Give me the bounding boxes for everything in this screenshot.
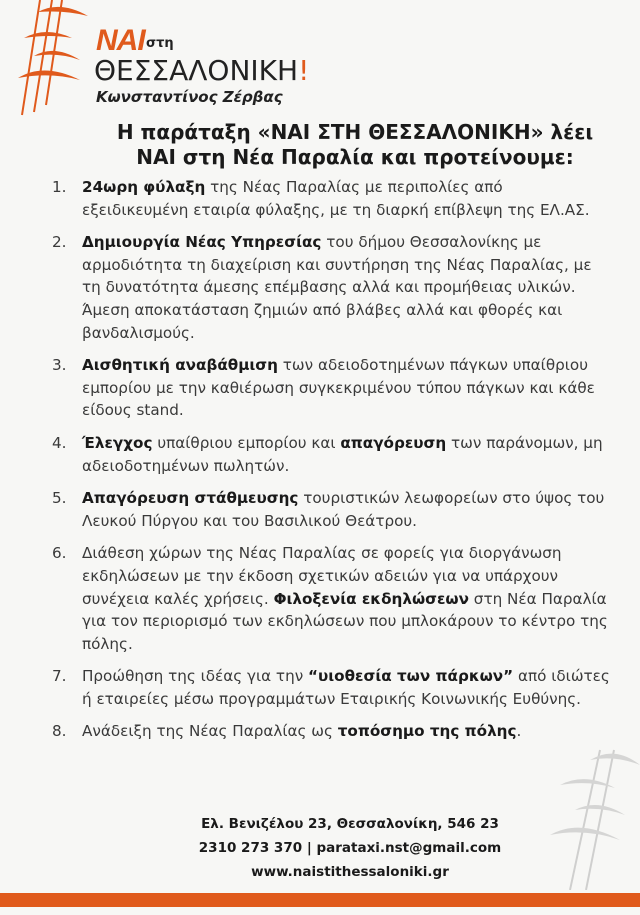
list-item (52, 665, 612, 710)
phone-email-line (150, 836, 550, 860)
item-bold: Αισθητική αναβάθμιση (82, 356, 278, 375)
logo-exclaim: ! (298, 54, 310, 87)
phone: 2310 273 370 (198, 840, 303, 856)
list-item (52, 542, 612, 655)
headline (90, 120, 620, 170)
item-number: 7. (52, 667, 67, 686)
item-text: . (516, 722, 522, 741)
item-text: από ιδιώτες ή εταιρείες μέσω προγραμμάτων Εταιρικής Κοινωνικής Ευθύνης. (82, 667, 610, 708)
item-bold: 24ωρη φύλαξη (82, 178, 206, 196)
umbrellas-logo-icon (10, 0, 100, 120)
item-number: 2. (52, 233, 67, 252)
item-bold: Έλεγχος (82, 433, 153, 452)
item-text: Διάθεση χώρων της Νέας Παραλίας σε φορείς για διοργάνωση εκδηλώσεων με την έκδοση σχετικών αδειών για να υπάρχουν συνέχεια καλές χρήσεις. (82, 544, 562, 608)
address: Ελ. Βενιζέλου 23, Θεσσαλονίκη, 546 23 (201, 816, 499, 832)
item-text: τουριστικών λεωφορείων στο ύψος του Λευκού Πύργου και του Βασιλικού Θεάτρου. (82, 489, 605, 530)
item-bold: Φιλοξενία εκδηλώσεων (273, 589, 469, 608)
item-text: Ανάδειξη της Νέας Παραλίας ως (82, 722, 338, 741)
list-item (52, 354, 612, 422)
item-text: της Νέας Παραλίας με περιπολίες από εξειδικευμένη εταιρία φύλαξης, με τη διαρκή επίβλεψη της ΕΛ.ΑΣ. (82, 178, 590, 219)
website-link[interactable]: www.naistithessaloniki.gr (251, 864, 449, 880)
item-text: του δήμου Θεσσαλονίκης με αρμοδιότητα τη διαχείριση και συντήρηση της Νέας Παραλίας, με τη δυνατότητα άμεσης επέμβασης αλλά και προμήθειας υλικών. Άμεση αποκατάσταση ζημιών από βλάβες αλλά και φθορές και βανδαλισμούς. (82, 233, 592, 342)
orange-footer-bar (0, 893, 640, 907)
contact-footer (150, 812, 550, 884)
headline-line2: ΝΑΙ στη Νέα Παραλία και προτείνουμε: (136, 145, 574, 169)
list-item (52, 176, 612, 221)
candidate-name: Κωνσταντίνος Ζέρβας (96, 88, 283, 106)
separator: | (302, 840, 317, 856)
logo-sti: στη (146, 36, 174, 51)
item-number: 1. (52, 178, 67, 196)
list-item (52, 231, 612, 344)
item-number: 4. (52, 433, 67, 452)
item-number: 5. (52, 489, 67, 508)
email-link[interactable]: parataxi.nst@gmail.com (316, 840, 502, 856)
list-item (52, 720, 612, 743)
list-item (52, 432, 612, 477)
item-text: των αδειοδοτημένων πάγκων υπαίθριου εμπορίου με την καθιέρωση συγκεκριμένου τύπου πάγκων και κάθε είδους stand. (82, 356, 595, 420)
headline-line1: Η παράταξη «ΝΑΙ ΣΤΗ ΘΕΣΣΑΛΟΝΙΚΗ» λέει (116, 120, 594, 144)
logo-nai: NAI (96, 24, 145, 57)
item-bold: Απαγόρευση στάθμευσης (82, 489, 299, 508)
logo-city-text: ΘΕΣΣΑΛΟΝΙΚΗ (94, 54, 299, 87)
item-text: των παράνομων, μη αδειοδοτημένων πωλητών. (82, 433, 603, 475)
item-number: 6. (52, 544, 67, 563)
item-number: 8. (52, 722, 67, 741)
item-text: στη Νέα Παραλία για τον περιορισμό των εκδηλώσεων που μπλοκάρουν το κέντρο της πόλης. (82, 589, 608, 653)
list-item (52, 487, 612, 532)
logo-city (94, 54, 309, 87)
item-text: Προώθηση της ιδέας για την (82, 667, 309, 686)
proposals-list (52, 176, 612, 753)
item-number: 3. (52, 356, 67, 375)
item-bold: τοπόσημο της πόλης (337, 722, 517, 741)
item-bold: “υιοθεσία των πάρκων” (308, 667, 514, 686)
item-bold: Δημιουργία Νέας Υπηρεσίας (82, 233, 322, 252)
item-text: υπαίθριου εμπορίου και (152, 433, 341, 452)
item-bold: απαγόρευση (340, 433, 447, 452)
